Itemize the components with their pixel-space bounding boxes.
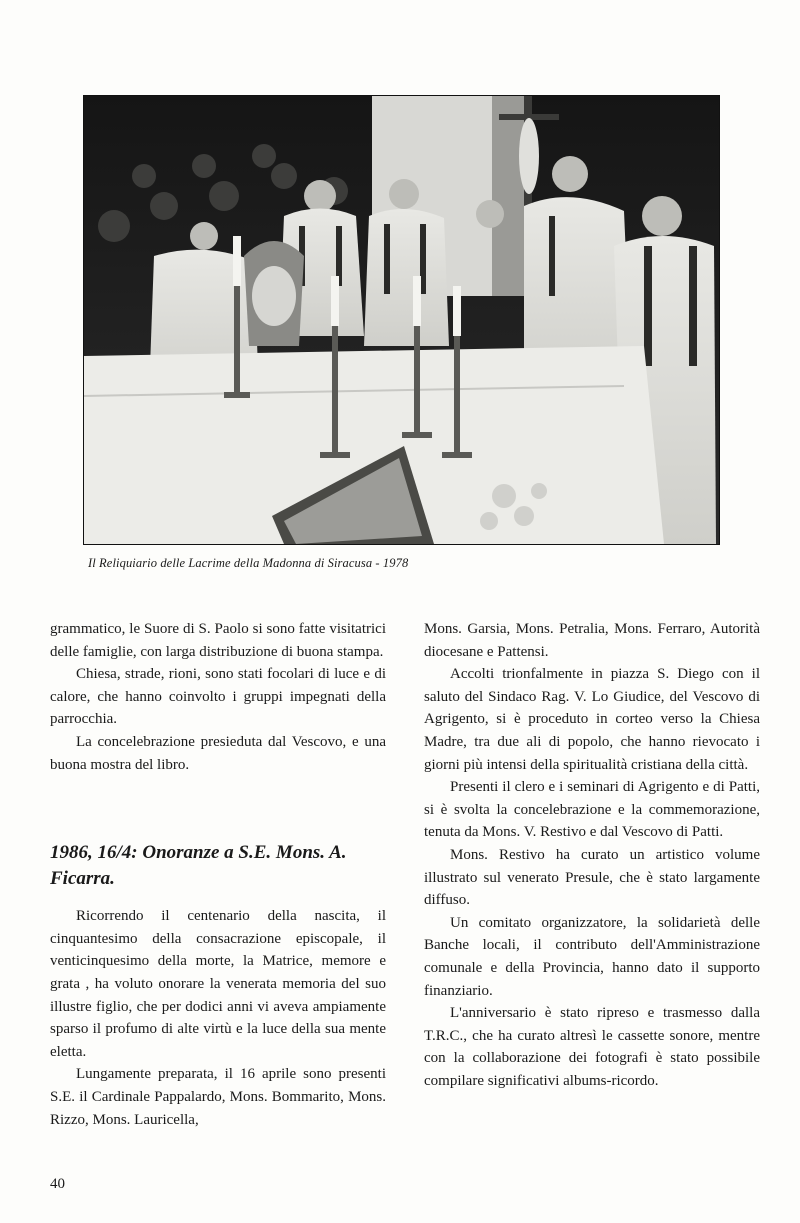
photo-altar-concelebration-image [84,96,719,544]
paragraph: La concelebrazione presieduta dal Vescovo, e una buona mostra del libro. [50,733,386,773]
paragraph: L'anniversario è stato ripreso e trasmesso dalla T.R.C., che ha curato altresì le cassette sonore, mentre con la collaborazione dei fotografi è stato possibile compilare significativi albums-ricordo. [424,1005,760,1089]
page-number: 40 [50,1176,65,1192]
heading-spacer [50,892,386,905]
section-heading: 1986, 16/4: Onoranze a S.E. Mons. A. Ficarra. [50,842,347,890]
paragraph: Mons. Garsia, Mons. Petralia, Mons. Ferraro, Autorità diocesane e Pattensi. [424,621,760,660]
paragraph: Chiesa, strade, rioni, sono stati focolari di luce e di calore, che hanno coinvolto i gruppi impegnati della parrocchia. [50,666,386,728]
right-column [424,618,760,1092]
paragraph: Accolti trionfalmente in piazza S. Diego con il saluto del Sindaco Rag. V. Lo Giudice, del Vescovo di Agrigento, si è proceduto in corteo verso la Chiesa Madre, tra due ali di popolo, che hanno rievocato i giorni più intensi della spiritualità cristiana della città. [424,666,760,773]
left-column [50,618,386,1131]
paragraph: Un comitato organizzatore, la solidarietà delle Banche locali, il contributo dell'Amministrazione comunale e della Provincia, hanno dato il supporto finanziario. [424,914,760,999]
paragraph: Presenti il clero e i seminari di Agrigento e di Patti, si è svolta la concelebrazione e la commemorazione, tenuta da Mons. V. Restivo e dal Vescovo di Patti. [424,779,760,841]
photo-altar-concelebration [83,95,720,545]
photo-caption: Il Reliquiario delle Lacrime della Madonna di Siracusa - 1978 [88,556,409,570]
paragraph: Ricorrendo il centenario della nascita, il cinquantesimo della consacrazione episcopale, il venticinquesimo della morte, la Matrice, memore e grata , ha voluto onorare la venerata memoria del suo illustre figlio, che per dodici anni vi aveva ampiamente sparso il profumo di alte virtù e la luce della sua mente eletta. [50,908,386,1060]
paragraph: Mons. Restivo ha curato un artistico volume illustrato sul venerato Presule, che è stato largamente diffuso. [424,846,760,909]
paragraph: grammatico, le Suore di S. Paolo si sono fatte visitatrici delle famiglie, con larga distribuzione di buona stampa. [50,621,386,660]
paragraph: Lungamente preparata, il 16 aprile sono presenti S.E. il Cardinale Pappalardo, Mons. Bommarito, Mons. Rizzo, Mons. Lauricella, [50,1066,386,1128]
section-spacer [50,776,386,840]
